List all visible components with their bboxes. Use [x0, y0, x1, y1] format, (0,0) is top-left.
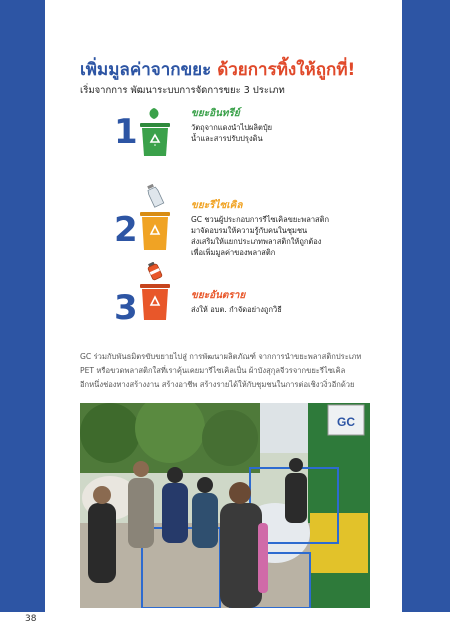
title-part-1: เพิ่มมูลค่าจากขยะ	[80, 60, 218, 80]
right-blue-band	[402, 0, 450, 612]
step-description	[191, 214, 381, 258]
desc-line: GC ชวนผู้ประกอบการรีไซเคิลขยะพลาสติก	[191, 215, 330, 224]
desc-line: วัตถุจากแดงนำไปผลิตปุ๋ย	[191, 123, 273, 132]
spray-can-icon	[146, 262, 162, 280]
step-description	[191, 122, 381, 144]
yellow-bin-icon	[138, 184, 172, 254]
page-number: 38	[25, 614, 37, 624]
step-title: ขยะรีไซเคิล	[191, 200, 243, 211]
page-title	[80, 56, 355, 83]
step-number: 2	[114, 210, 138, 250]
step-number: 1	[114, 112, 138, 152]
body-paragraph	[80, 350, 380, 392]
step-title: ขยะอินทรีย์	[191, 108, 240, 119]
desc-line: มาจัดอบรมให้ความรู้กับคนในชุมชน	[191, 226, 308, 235]
title-part-2: ด้วยการทิ้งให้ถูกที่!	[217, 60, 356, 80]
paragraph-line: GC ร่วมกับพันธมิตรขับขยายไปสู่ การพัฒนาผลิตภัณฑ์ จากการนำขยะพลาสติกประเภท	[80, 352, 362, 361]
gc-sign-text: GC	[337, 415, 355, 429]
desc-line: ส่งให้ อบต. กำจัดอย่างถูกวิธี	[191, 305, 282, 314]
plastic-bottle-icon	[145, 184, 163, 207]
orange-bin-icon	[138, 262, 172, 324]
desc-line: ส่งเสริมให้แยกประเภทพลาสติกให้ถูกต้อง	[191, 237, 322, 246]
left-blue-band	[0, 0, 45, 612]
desc-line: น้ำและสารปรับปรุงดิน	[191, 134, 263, 143]
green-bin-icon	[138, 106, 172, 158]
recycling-site-photo	[80, 403, 370, 608]
leaf-icon	[150, 108, 159, 119]
paragraph-line: อีกหนึ่งช่องทางสร้างงาน สร้างอาชีพ สร้างรายได้ให้กับชุมชนในการต่อเชิงวงิ่วอีกด้วย	[80, 380, 355, 389]
step-hazardous	[114, 262, 384, 332]
step-title: ขยะอันตราย	[191, 290, 246, 301]
desc-line: เพื่อเพิ่มมูลค่าของพลาสติก	[191, 248, 276, 257]
paragraph-line: PET หรือขวดพลาสติกใสที่เราคุ้นเคยมารีไซเคิลเป็น ผ้าบังสุกุลจีวรจากขยะรีไซเคิล	[80, 366, 346, 375]
page-subtitle: เริ่มจากการ พัฒนาระบบการจัดการขยะ 3 ประเภท	[80, 85, 285, 96]
step-recycle	[114, 184, 384, 264]
step-description	[191, 304, 381, 315]
step-organic	[114, 106, 384, 166]
step-number: 3	[114, 288, 138, 328]
